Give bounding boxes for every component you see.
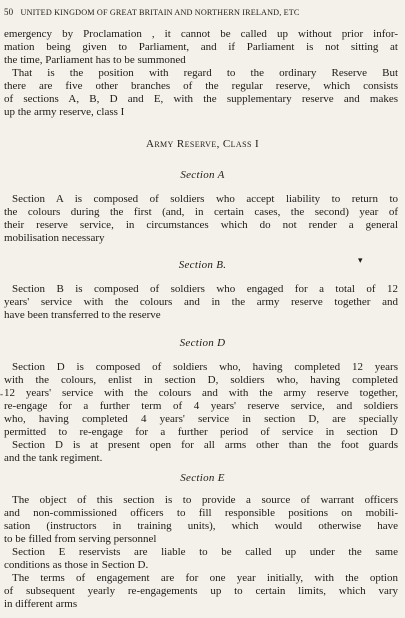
- section-b-line: years' service with the colours and in the army reserve together and: [4, 296, 398, 308]
- intro-line: there are five other branches of the regular reserve, which consists: [4, 80, 398, 92]
- section-d-heading: Section D: [179, 337, 226, 349]
- intro-line: of sections A, B, D and E, with the supplementary reserve and makes: [4, 93, 398, 105]
- section-b-heading: Section B.: [178, 259, 227, 271]
- section-e-line: to be filled from serving personnel: [4, 533, 157, 545]
- section-a-line: the colours during the first (and, in certain cases, the second) year of: [4, 206, 398, 218]
- running-title: UNITED KINGDOM OF GREAT BRITAIN AND NORTHERN IRELAND, ETC: [20, 8, 300, 17]
- section-d-line: re-engage for a further term of 4 years' reserve service, and soldiers: [4, 400, 398, 412]
- section-e-line: Section E reservists are liable to be called up under the same: [12, 546, 398, 558]
- section-d-line: Section D is at present open for all arms other than the foot guards: [12, 439, 398, 451]
- section-e-line: The terms of engagement are for one year initially, with the option: [12, 572, 398, 584]
- section-b-line: have been transferred to the reserve: [4, 309, 161, 321]
- section-a-line: Section A is composed of soldiers who accept liability to return to: [12, 193, 398, 205]
- margin-mark: -: [0, 389, 3, 399]
- section-a-line: mobilisation necessary: [4, 232, 105, 244]
- section-e-heading: Section E: [180, 472, 225, 484]
- section-d-line: who, having completed 4 years' service in section D, are specially: [4, 413, 398, 425]
- running-header: [4, 7, 400, 17]
- section-e-line: and non-commissioned officers to fill responsible positions on mobili-: [4, 507, 398, 519]
- section-a-heading: Section A: [180, 169, 225, 181]
- section-d-line: with the colours, enlist in section D, soldiers who, having completed: [4, 374, 398, 386]
- section-e-line: The object of this section is to provide a source of warrant officers: [12, 494, 398, 506]
- section-d-line: permitted to re-engage for a further period of service in section D: [4, 426, 398, 438]
- class-heading: Army Reserve, Class I: [145, 138, 260, 150]
- section-e-line: sation (instructors in training units), which would otherwise have: [4, 520, 398, 532]
- section-e-line: of subsequent yearly re-engagements up to certain limits, which vary: [4, 585, 398, 597]
- margin-mark: ▾: [358, 255, 363, 265]
- intro-line: the time, Parliament has to be summoned: [4, 54, 186, 66]
- section-e-line: conditions as those in Section D.: [4, 559, 149, 571]
- section-e-line: in different arms: [4, 598, 78, 610]
- section-a-line: their reserve service, in circumstances which do not render a general: [4, 219, 398, 231]
- intro-line: mation being given to Parliament, and if Parliament is not sitting at: [4, 41, 398, 53]
- intro-line: emergency by Proclamation , it cannot be called up without prior infor-: [4, 28, 398, 40]
- section-d-line: and the tank regiment.: [4, 452, 103, 464]
- intro-line: up the army reserve, class I: [4, 106, 125, 118]
- intro-line: That is the position with regard to the ordinary Reserve But: [12, 67, 398, 79]
- page-number: 50: [4, 7, 14, 17]
- section-b-line: Section B is composed of soldiers who engaged for a total of 12: [12, 283, 398, 295]
- section-d-line: 12 years' service with the colours and with the army reserve together,: [4, 387, 398, 399]
- section-d-line: Section D is composed of soldiers who, having completed 12 years: [12, 361, 398, 373]
